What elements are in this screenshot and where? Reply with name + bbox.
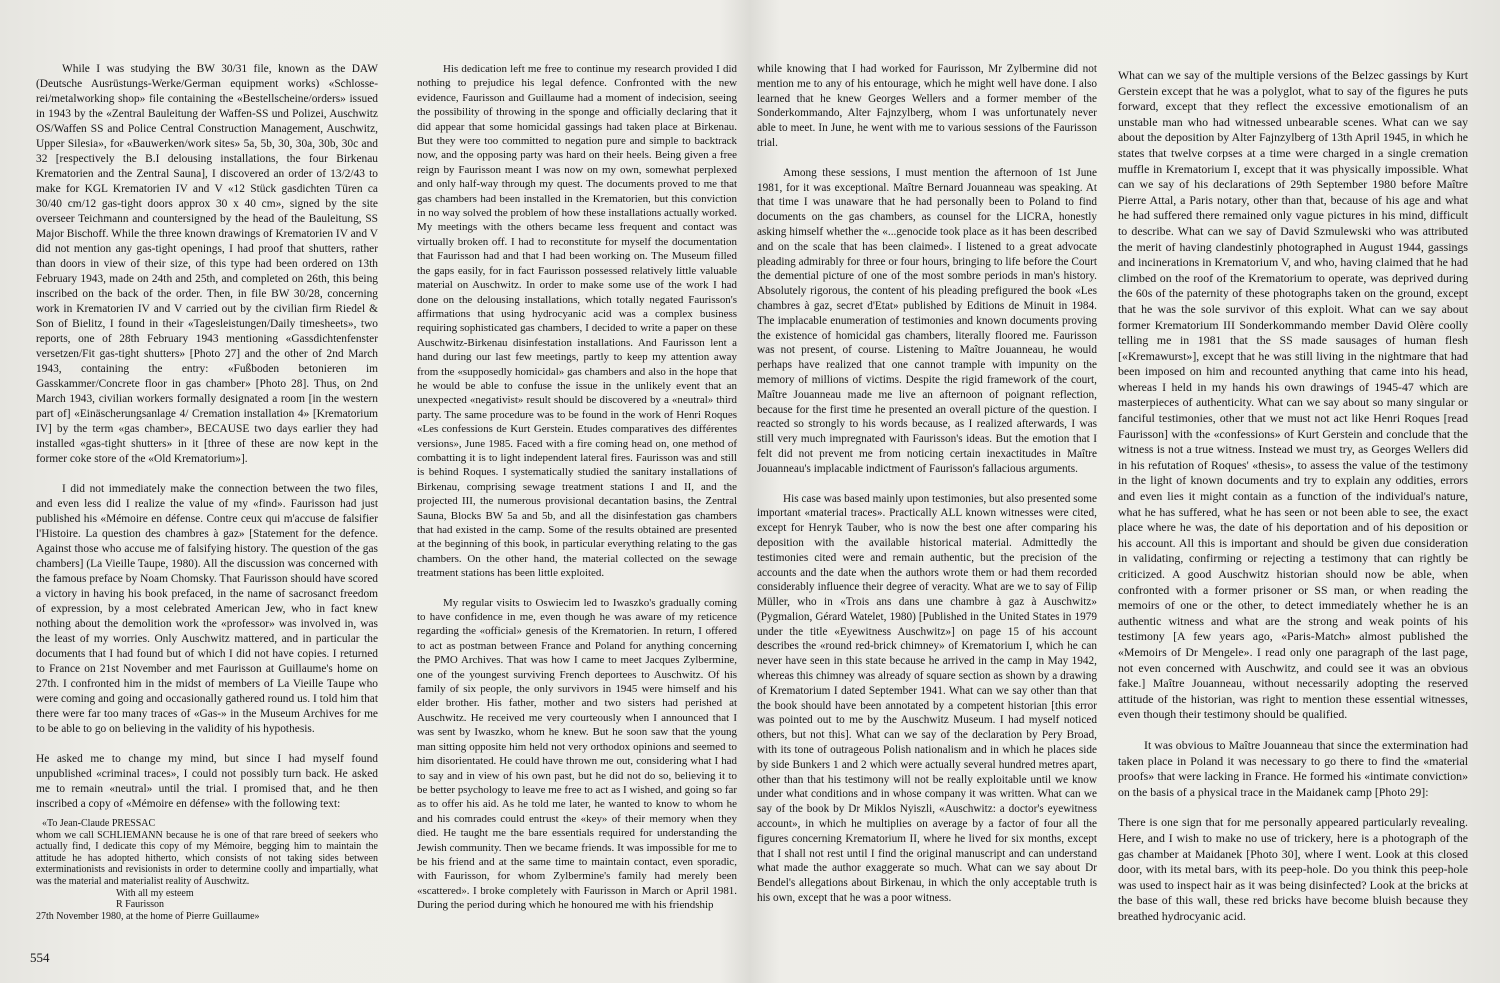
dedication-date: 27th November 1980, at the home of Pierre Guillaume» bbox=[36, 910, 260, 922]
column-4 bbox=[1118, 68, 1468, 939]
column-1 bbox=[36, 62, 378, 922]
dedication-text: whom we call SCHLIEMANN because he is one of that rare breed of seekers who actually find, I dedicate this copy of my Mémoire, begging him to maintain the attitude he has adopted hitherto, which consists of not taking sides between exterminationists and revisionists in order to determine coolly and impartially, what was the material and materialist reality of Auschwitz. bbox=[36, 829, 378, 887]
paragraph: while knowing that I had worked for Faurisson, Mr Zylbermine did not mention me to any of his entourage, which he might well have done. I also learned that he knew Georges Wellers and a former member of the Sonderkommando, Alter Fajnzylberg, whom I was unfortunately never able to meet. In June, he went with me to various sessions of the Faurisson trial. bbox=[757, 63, 1097, 149]
paragraph: He asked me to change my mind, but since I had myself found unpublished «criminal traces», I could not possibly turn back. He asked me to remain «neutral» until the trial. I promised that, and he then inscribed a copy of «Mémoire en défense» with the following text: bbox=[36, 753, 378, 810]
dedication bbox=[36, 818, 378, 922]
paragraph: Among these sessions, I must mention the afternoon of 1st June 1981, for it was exceptional. Maître Bernard Jouanneau was speaking. At that time I was unaware that he had personally been to Poland to find documents on the gas chambers, as counsel for the LICRA, honestly asking himself whether the «...genocide took place as it has been described and on the scale that has been claimed». I listened to a great advocate pleading admirably for three or four hours, bringing to life before the Court the demential picture of one of the most sombre periods in man's history. Absolutely rigorous, the content of his pleading prefigured the book «Les chambres à gaz, secret d'Etat» published by Editions de Minuit in 1984. The implacable enumeration of testimonies and known documents proving the existence of homicidal gas chambers, literally floored me. Faurisson was not present, of course. Listening to Maître Jouanneau, he would perhaps have realized that one cannot trample with impunity on the memory of millions of victims. Despite the rigid framework of the court, Maître Jouanneau made me live an afternoon of poignant reflection, because for the first time he presented an overall picture of the question. I reacted so strongly to his words because, as I realized afterwards, I was still very much impregnated with Faurisson's ideas. But the emotion that I felt did not prevent me from noticing certain inexactitudes in Maître Jouanneau's implacable indictment of Faurisson's fallacious arguments. bbox=[757, 166, 1097, 475]
dedication-signature: R Faurisson bbox=[116, 899, 165, 911]
paragraph: What can we say of the multiple versions of the Belzec gassings by Kurt Gerstein except that he was a polyglot, what to say of the figures he puts forward, except that they reflect the excessive emotionalism of an unstable man who had witnessed unbearable scenes. What can we say about the deposition by Alter Fajnzylberg of 13th April 1945, in which he states that twelve corpses at a time were charged in a single cremation muffle in Krematorium I, except that it was physically impossible. What can we say of his declarations of 29th September 1980 before Maître Pierre Attal, a Paris notary, other than that, because of his age and what he had suffered there remained only vague pictures in his mind, difficult to describe. What can we say of David Szmulewski who was attributed the merit of having clandestinly photographed in August 1944, gassings and incinerations in Krematorium V, and who, having claimed that he had climbed on the roof of the Krematorium to operate, was deprived during the 60s of the paternity of these photographs taken on the ground, except that he was the sole survivor of this exploit. What can we say about former Krematorium III Sonderkommando member David Olère coolly telling me in 1981 that the SS made sausages of human flesh [«Kremawurst»], except that he was still living in the nightmare that had been imposed on him and recounted anything that came into his head, whereas I held in my hands his own drawings of 1945-47 which are masterpieces of authenticity. What can we say about so many singular or fanciful testimonies, other that we must not act like Henri Roques [read Faurisson] with the «confessions» of Kurt Gerstein and conclude that the witness is not a true witness. Instead we must try, as Georges Wellers did in his refutation of Roques' «thesis», to assess the value of the testimony in the light of known documents and try to explain any oddities, errors and even lies it might contain as a function of the individual's nature, what he has suffered, what he has seen or not been able to see, the exact place where he was, the date of his deportation and of his deposition or his account. All this is important and should be given due consideration in validating, confirming or rejecting a testimony that can rightly be criticized. A good Auschwitz historian should now be able, when confronted with a former prisoner or SS man, or when reading the memoirs of one or the other, to detect immediately whether he is an authentic witness and what are the strong and weak points of his testimony [A few years ago, «Paris-Match» almost published the «Memoirs of Dr Mengele». I read only one paragraph of the last page, not even concerned with Auschwitz, and could see it was an obvious fake.] Maître Jouanneau, without necessarily adopting the reserved attitude of the historian, was right to mention these essential witnesses, even though their testimony should be qualified. bbox=[1118, 68, 1468, 722]
column-2 bbox=[417, 62, 737, 928]
paragraph: While I was studying the BW 30/31 file, known as the DAW (Deutsche Ausrüstungs-Werke/German equipment works) «Schlosserei/metalworking shop» file containing the «Bestellscheine/orders» issued in 1943 by the «Zentral Bauleitung der Waffen-SS und Polizei, Auschwitz OS/Waffen SS and Police Central Construction Management, Auschwitz, Upper Silesia», for «Bauwerken/work sites» 5a, 5b, 30, 30a, 30b, 30c and 32 [respectively the B.I delousing installations, the four Birkenau Krematorien and the Zentral Sauna], I discovered an order of 13/2/43 to make for KGL Krematorien IV and V «12 Stück gasdichten Türen ca 30/40 cm/12 gas-tight doors approx 30 x 40 cm», signed by the site overseer Teichmann and countersigned by the head of the Bauleitung, SS Major Bischoff. While the three known drawings of Krematorien IV and V did not mention any gas-tight openings, I had proof that shutters, rather than doors in view of their size, of this type had been ordered on 13th February 1943, made on 24th and 25th, and completed on 26th, this being inscribed on the back of the order. Then, in file BW 30/28, concerning work in Krematorien IV and V carried out by the civilian firm Riedel & Son of Bielitz, I found in their «Tagesleistungen/Daily timesheets», two reports, one of 28th February 1943 mentioning «Gassdichtenfenster versetzen/Fit gas-tight shutters» [Photo 27] and the other of 2nd March 1943, containing the entry: «Fußboden betonieren im Gasskammer/Concrete floor in gas chamber» [Photo 28]. Thus, on 2nd March 1943, civilian workers formally designated a room [in the western part of] «Einäscherungsanlage 4/ Cremation installation 4» [Krematorium IV] by the term «gas chamber», BECAUSE two days earlier they had installed «gas-tight shutters» in it [three of these are now kept in the former coke store of the «Old Krematorium»]. bbox=[36, 63, 378, 465]
block-quote: There is one sign that for me personally appeared particularly revealing. Here, and I wish to make no use of trickery, here is a photograph of the gas chamber at Maidanek [Photo 30], where I went. Look at this closed door, with its metal bars, with its peep-hole. Do you think this peep-hole was used to inspect hair as it was being disinfected? Look at the bricks at the base of this wall, these red bricks have become bluish because they breathed hydrocyanic acid. bbox=[1118, 815, 1468, 923]
column-3 bbox=[757, 62, 1097, 921]
paragraph: It was obvious to Maître Jouanneau that since the extermination had taken place in Poland it was necessary to go there to find the «material proofs» that were lacking in France. He formed his «intimate conviction» on the basis of a physical trace in the Maidanek camp [Photo 29]: bbox=[1118, 737, 1468, 799]
page-number: 554 bbox=[30, 950, 50, 965]
paragraph: His dedication left me free to continue my research provided I did nothing to prejudice his legal defence. Confronted with the new evidence, Faurisson and Guillaume had a moment of indecision, seeing the possibility of throwing in the sponge and officially declaring that it did appear that some homicidal gassings had taken place at Birkenau. But they were too committed to negation pure and simple to backtrack now, and the opposing party was hard on their heels. Being given a free reign by Faurisson meant I was now on my own, somewhat perplexed and only half-way through my quest. The documents proved to me that gas chambers had been installed in the Krematorien, but this conviction in no way solved the problem of how these installations actually worked. My meetings with the others became less frequent and contact was virtually broken off. I had to reconstitute for myself the documentation that Faurisson had and that I had been working on. The Museum filled the gaps easily, for in fact Faurisson possessed relatively little valuable material on Auschwitz. In order to make some use of the work I had done on the delousing installations, which totally negated Faurisson's affirmations that using hydrocyanic acid was a complex business requiring sophisticated gas chambers, I decided to write a paper on these Auschwitz-Birkenau disinfestation installations. And Faurisson lent a hand during our last few meetings, partly to keep my attention away from the «supposedly homicidal» gas chambers and also in the hope that he would be able to confuse the issue in the unlikely event that an unexpected «negativist» result should be discovered by a «neutral» third party. The same procedure was to be found in the work of Henri Roques «Les confessions de Kurt Gerstein. Etudes comparatives des différentes versions», June 1985. Faced with a fire coming head on, one method of combatting it is to light independent lateral fires. Faurisson was and still is behind Roques. I systematically studied the sanitary installations of Birkenau, comprising sewage treatment stations I and II, and the projected III, the numerous provisional decantation basins, the Zentral Sauna, Blocks BW 5a and 5b, and all the disinfestation gas chambers that had existed in the camp. Some of the results obtained are presented at the beginning of this book, in particular everything relating to the gas chambers. On the other hand, the material collected on the sewage treatment stations has been little exploited. bbox=[417, 63, 737, 580]
dedication-salutation: «To Jean-Claude PRESSAC bbox=[42, 818, 156, 829]
dedication-closing: With all my esteem bbox=[116, 887, 194, 899]
paragraph: I did not immediately make the connection between the two files, and even less did I realize the value of my «find». Faurisson had just published his «Mémoire en défense. Contre ceux qui m'accuse de falsifier l'Histoire. La question des chambres à gaz» [Statement for the defence. Against those who accuse me of falsifying history. The question of the gas chambers] (La Vieille Taupe, 1980). All the discussion was concerned with the famous preface by Noam Chomsky. That Faurisson should have scored a victory in having his book prefaced, in the name of sacrosanct freedom of expression, by a most celebrated American Jew, who in fact knew nothing about the demolition work the «professor» was involved in, was the least of my worries. Only Auschwitz mattered, and in particular the documents that I had found but of which I did not have copies. I returned to France on 21st November and met Faurisson at Guillaume's home on 27th. I confronted him in the midst of members of La Vieille Taupe who were coming and going and occasionally gathered round us. I told him that there were far too many traces of «Gas-» in the Museum Archives for me to be able to go on believing in the validity of his hypothesis. bbox=[36, 483, 378, 735]
paragraph: His case was based mainly upon testimonies, but also presented some important «material traces». Practically ALL known witnesses were cited, except for Henryk Tauber, who is now the best one after comparing his deposition with the available historical material. Admittedly the testimonies cited were and remain authentic, but the precision of the accounts and the date when the authors wrote them or had them recorded considerably influence their degree of veracity. What are we to say of Filip Müller, who in «Trois ans dans une chambre à gaz à Auschwitz» (Pygmalion, Gérard Watelet, 1980) [Published in the United States in 1979 under the title «Eyewitness Auschwitz»] on page 15 of his account describes the «round red-brick chimney» of Krematorium I, which he can never have seen in this state because he arrived in the camp in May 1942, whereas this chimney was already of square section as shown by a drawing of Krematorium I dated September 1941. What can we say other than that the book should have been annotated by a competent historian [this error was pointed out to me by the Auschwitz Museum. I had myself noticed others, but not this]. What can we say of the declaration by Pery Broad, with its tone of outrageous Polish nationalism and in which he places side by side Bunkers 1 and 2 which were actually several hundred metres apart, other than that his testimony will not be really exploitable until we know under what conditions and in whose company it was written. What can we say of the book by Dr Miklos Nyiszli, «Auschwitz: a doctor's eyewitness account», in which he multiplies on average by a factor of four all the figures concerning Krematorium II, where he lived for six months, except that I shall not rest until I find the original manuscript and can understand what made the author exaggerate so much. What can we say about Dr Bendel's allegations about Birkenau, in which the only acceptable truth is his own, except that he was a poor witness. bbox=[757, 492, 1097, 905]
paragraph: My regular visits to Oswiecim led to Iwaszko's gradually coming to have confidence in me, even though he was aware of my reticence regarding the «official» genesis of the Krematorien. In return, I offered to act as postman between France and Poland for anything concerning the PMO Archives. That was how I came to meet Jacques Zylbermine, one of the youngest surviving French deportees to Auschwitz. Of his family of six people, the only survivors in 1945 were himself and his elder brother. His father, mother and two sisters had perished at Auschwitz. He received me very courteously when I announced that I was sent by Iwaszko, whom he knew. But he soon saw that the young man sitting opposite him held not very orthodox opinions and seemed to him disorientated. He could have thrown me out, considering what I had to say and in view of his own past, but he did not do so, believing it to be better psychology to leave me free to act as I wished, and going so far as to offer his aid. As he told me later, he wanted to know to whom he and his comrades could entrust the «key» of their memory when they died. He taught me the bare essentials required for understanding the Jewish community. Then we became friends. It was impossible for me to be his friend and at the same time to maintain contact, even sporadic, with Faurisson, for whom Zylbermine's family had merely been «scattered». I broke completely with Faurisson in March or April 1981. During the period during which he honoured me with his friendship bbox=[417, 596, 737, 912]
